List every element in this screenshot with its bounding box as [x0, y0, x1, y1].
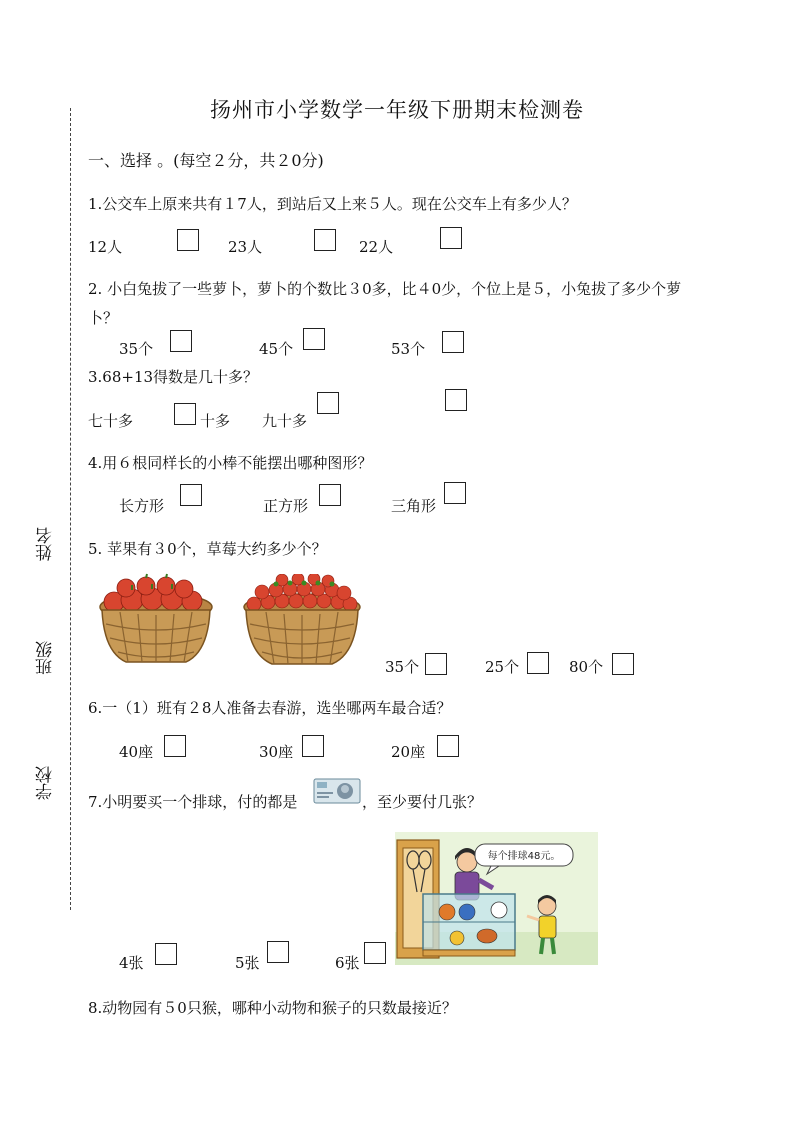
q7-option-a-label: 4张 — [119, 954, 144, 972]
q4-option-a-checkbox[interactable] — [180, 484, 202, 506]
q3-option-b-checkbox[interactable] — [317, 392, 339, 414]
q4-option-b-checkbox[interactable] — [319, 484, 341, 506]
q1-option-c-label: 22人 — [359, 238, 394, 256]
section-heading: 一、选择 。(每空２分，共２0分) — [88, 151, 324, 170]
question-1-text: 1.公交车上原来共有１7人，到站后又上来５人。现在公交车上有多少人？ — [88, 195, 577, 213]
q2-option-c-label: 53个 — [391, 340, 426, 358]
q1-option-b-label: 23人 — [228, 238, 263, 256]
q6-option-c-label: 20座 — [391, 743, 426, 761]
q5-option-a-checkbox[interactable] — [425, 653, 447, 675]
q1-option-c-checkbox[interactable] — [440, 227, 462, 249]
side-label-school: 学校 — [36, 766, 56, 800]
question-6-text: 6.一（1）班有２8人准备去春游，选坐哪两车最合适？ — [88, 699, 452, 717]
question-7-text-after: ，至少要付几张？ — [362, 793, 483, 811]
q6-option-b-checkbox[interactable] — [302, 735, 324, 757]
q4-option-b-label: 正方形 — [263, 497, 309, 515]
q2-option-b-checkbox[interactable] — [303, 328, 325, 350]
side-label-class: 班级 — [36, 641, 56, 675]
q5-option-b-checkbox[interactable] — [527, 652, 549, 674]
q7-option-a-checkbox[interactable] — [155, 943, 177, 965]
q7-option-c-label: 6张 — [335, 954, 360, 972]
q7-option-b-checkbox[interactable] — [267, 941, 289, 963]
question-3-text: 3.68+13得数是几十多？ — [88, 368, 259, 386]
q5-option-a-label: 35个 — [385, 658, 420, 676]
q1-option-b-checkbox[interactable] — [314, 229, 336, 251]
q6-option-a-label: 40座 — [119, 743, 154, 761]
page-title: 扬州市小学数学一年级下册期末检测卷 — [210, 98, 584, 122]
question-4-text: 4.用６根同样长的小棒不能摆出哪种图形？ — [88, 454, 373, 472]
question-7-text-before: 7.小明要买一个排球，付的都是 — [88, 793, 298, 811]
q3-option-c-checkbox[interactable] — [445, 389, 467, 411]
q2-option-c-checkbox[interactable] — [442, 331, 464, 353]
q2-option-a-checkbox[interactable] — [170, 330, 192, 352]
q6-option-b-label: 30座 — [259, 743, 294, 761]
q4-option-c-label: 三角形 — [391, 497, 437, 515]
question-5-text: 5. 苹果有３0个，草莓大约多少个？ — [88, 540, 327, 558]
q6-option-c-checkbox[interactable] — [437, 735, 459, 757]
question-2-text-line1: 2. 小白兔拔了一些萝卜，萝卜的个数比３0多，比４0少，个位上是５，小兔拔了多少个萝 — [88, 280, 682, 298]
q5-option-c-checkbox[interactable] — [612, 653, 634, 675]
apple-basket-image — [98, 572, 214, 668]
q7-option-b-label: 5张 — [235, 954, 260, 972]
strawberry-basket-image — [242, 574, 362, 670]
q6-option-a-checkbox[interactable] — [164, 735, 186, 757]
q1-option-a-checkbox[interactable] — [177, 229, 199, 251]
question-8-text: 8.动物园有５0只猴，哪种小动物和猴子的只数最接近？ — [88, 999, 457, 1017]
question-2-text-line2: 卜？ — [88, 309, 119, 327]
q2-option-a-label: 35个 — [119, 340, 154, 358]
q4-option-c-checkbox[interactable] — [444, 482, 466, 504]
binding-dashed-line — [70, 108, 71, 910]
q2-option-b-label: 45个 — [259, 340, 294, 358]
q3-option-a-checkbox[interactable] — [174, 403, 196, 425]
q5-option-b-label: 25个 — [485, 658, 520, 676]
q1-option-a-label: 12人 — [88, 238, 123, 256]
q4-option-a-label: 长方形 — [119, 497, 165, 515]
shop-illustration — [395, 832, 598, 965]
price-speech-bubble: 每个排球48元。 — [487, 851, 561, 862]
q5-option-c-label: 80个 — [569, 658, 604, 676]
q3-option-b-label: 十多 — [200, 412, 231, 430]
q7-option-c-checkbox[interactable] — [364, 942, 386, 964]
q3-option-a-label: 七十多 — [88, 412, 134, 430]
side-label-name: 姓名 — [36, 527, 56, 561]
q3-option-c-label: 九十多 — [262, 412, 308, 430]
banknote-image — [313, 778, 361, 804]
